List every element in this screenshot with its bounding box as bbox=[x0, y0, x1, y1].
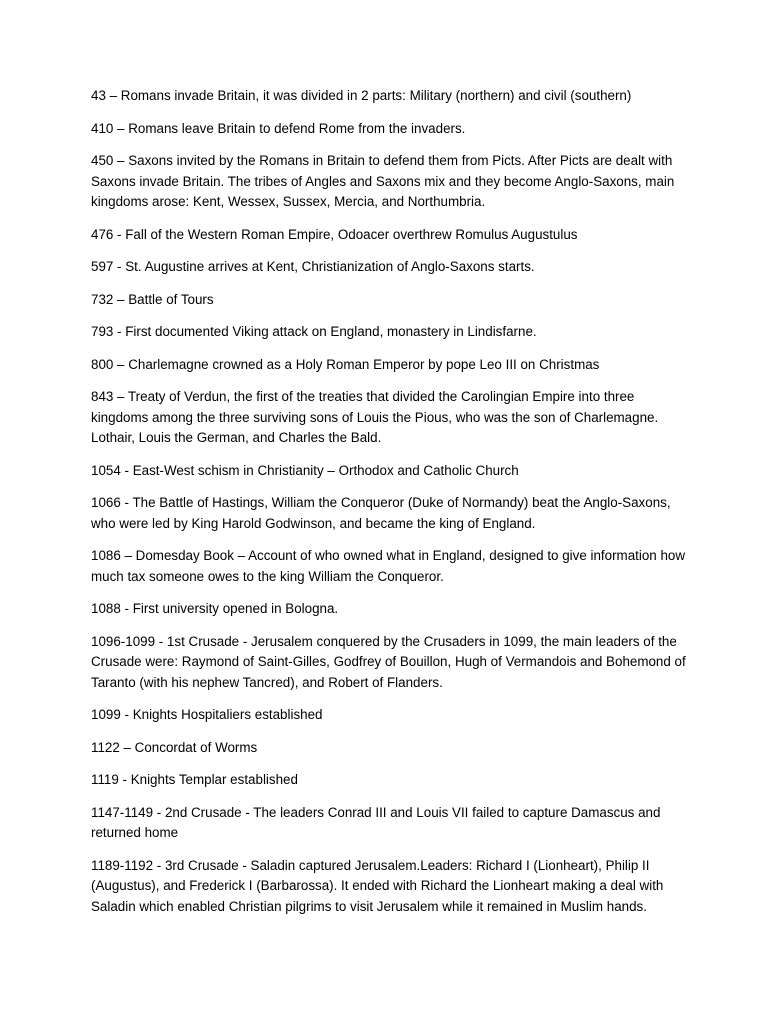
timeline-entry-1119: 1119 - Knights Templar established bbox=[91, 772, 298, 787]
timeline-entry-1086: 1086 – Domesday Book – Account of who owned what in England, designed to give information how much tax someone owes to the king William the Conqueror. bbox=[91, 548, 686, 584]
timeline-entry-1189-1192: 1189-1192 - 3rd Crusade - Saladin captured Jerusalem.Leaders: Richard I (Lionheart), Philip II (Augustus), and Frederick I (Barbarossa). It ended with Richard the Lionheart making a deal with Saladin which enabled Christian pilgrims to visit Jerusalem while it remained in Muslim hands. bbox=[91, 857, 664, 914]
timeline-entry-1096-1099: 1096-1099 - 1st Crusade - Jerusalem conquered by the Crusaders in 1099, the main leaders of the Crusade were: Raymond of Saint-Gilles, Godfrey of Bouillon, Hugh of Vermandois and Bohemond of Taranto (with his nephew Tancred), and Robert of Flanders. bbox=[91, 633, 686, 690]
timeline-entry-476: 476 - Fall of the Western Roman Empire, Odoacer overthrew Romulus Augustulus bbox=[91, 226, 578, 242]
timeline-entry-732: 732 – Battle of Tours bbox=[91, 291, 214, 307]
timeline-entry-43: 43 – Romans invade Britain, it was divided in 2 parts: Military (northern) and civil (southern) bbox=[91, 88, 632, 103]
timeline-entry-1088: 1088 - First university opened in Bologna. bbox=[91, 601, 339, 616]
timeline-entry-1054: 1054 - East-West schism in Christianity – Orthodox and Catholic Church bbox=[91, 462, 519, 478]
timeline-entry-843: 843 – Treaty of Verdun, the first of the treaties that divided the Carolingian Empire into three kingdoms among the three surviving sons of Louis the Pious, who was the son of Charlemagne. Lothair, Louis the German, and Charles the Bald. bbox=[91, 389, 659, 445]
timeline-entry-1122: 1122 – Concordat of Worms bbox=[91, 739, 258, 755]
timeline-entry-800: 800 – Charlemagne crowned as a Holy Roman Emperor by pope Leo III on Christmas bbox=[91, 356, 600, 372]
timeline-entry-597: 597 - St. Augustine arrives at Kent, Christianization of Anglo-Saxons starts. bbox=[91, 259, 535, 274]
document-body bbox=[91, 86, 691, 929]
timeline-entry-1066: 1066 - The Battle of Hastings, William the Conqueror (Duke of Normandy) beat the Anglo-Saxons, who were led by King Harold Godwinson, and became the king of England. bbox=[91, 495, 671, 531]
timeline-entry-1147-1149: 1147-1149 - 2nd Crusade - The leaders Conrad III and Louis VII failed to capture Damascus and returned home bbox=[91, 804, 661, 840]
timeline-entry-1099: 1099 - Knights Hospitaliers established bbox=[91, 707, 323, 722]
timeline-entry-793: 793 - First documented Viking attack on England, monastery in Lindisfarne. bbox=[91, 324, 537, 339]
timeline-entry-450: 450 – Saxons invited by the Romans in Britain to defend them from Picts. After Picts are dealt with Saxons invade Britain. The tribes of Angles and Saxons mix and they become Anglo-Saxons, main kingdoms arose: Kent, Wessex, Sussex, Mercia, and Northumbria. bbox=[91, 153, 675, 209]
timeline-entry-410: 410 – Romans leave Britain to defend Rome from the invaders. bbox=[91, 120, 466, 136]
